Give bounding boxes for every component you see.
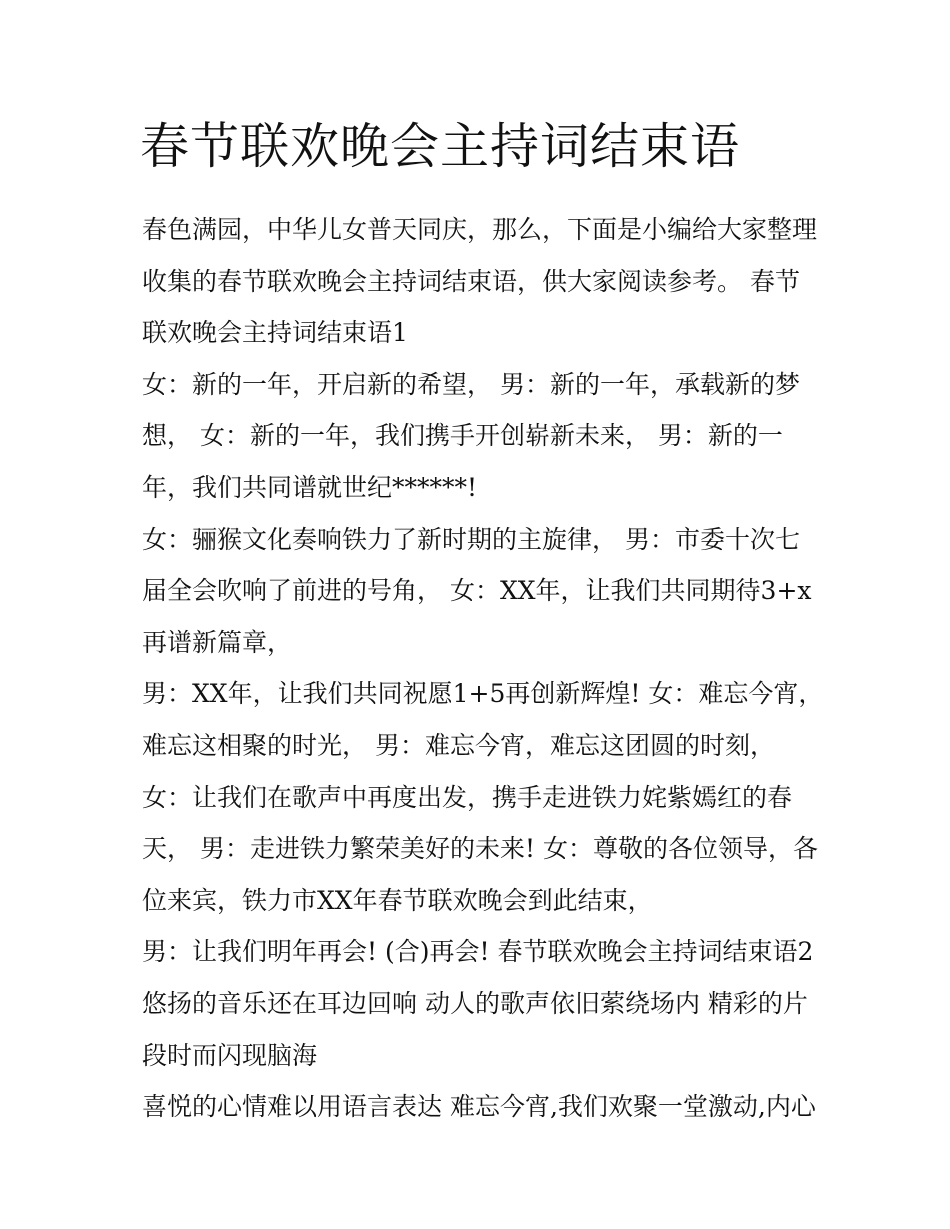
document-body [142, 204, 822, 1133]
text-line: 男：让我们明年再会! (合)再会! 春节联欢晚会主持词结束语2 [142, 937, 814, 967]
text-line: 收集的春节联欢晚会主持词结束语，供大家阅读参考。 春节 [142, 266, 800, 296]
text-line: 悠扬的音乐还在耳边回响 动人的歌声依旧萦绕场内 精彩的片 [142, 988, 808, 1018]
text-line: 届全会吹响了前进的号角， 女：XX年，让我们共同期待3+x [142, 576, 812, 606]
text-line: 联欢晚会主持词结束语1 [142, 318, 408, 348]
text-line: 难忘这相聚的时光， 男：难忘今宵，难忘这团圆的时刻， [142, 730, 775, 760]
text-line: 喜悦的心情难以用语言表达 难忘今宵,我们欢聚一堂激动,内心 [142, 1092, 816, 1122]
document-title: 春节联欢晚会主持词结束语 [140, 118, 741, 175]
text-line: 天， 男：走进铁力繁荣美好的未来! 女：尊敬的各位领导，各 [142, 834, 818, 864]
text-line: 女：让我们在歌声中再度出发，携手走进铁力姹紫嫣红的春 [142, 782, 793, 812]
text-line: 年，我们共同谱就世纪******! [142, 472, 478, 502]
text-line: 位来宾，铁力市XX年春节联欢晚会到此结束， [142, 885, 653, 915]
text-line: 春色满园，中华儿女普天同庆，那么，下面是小编给大家整理 [142, 215, 818, 244]
text-line: 女：骊猴文化奏响铁力了新时期的主旋律， 男：市委十次七 [142, 524, 800, 554]
text-line: 想， 女：新的一年，我们携手开创崭新未来， 男：新的一 [142, 421, 783, 451]
text-line: 女：新的一年，开启新的希望， 男：新的一年，承载新的梦 [142, 369, 800, 399]
text-line: 段时而闪现脑海 [142, 1040, 318, 1070]
text-line: 男：XX年，让我们共同祝愿1+5再创新辉煌! 女：难忘今宵， [142, 679, 824, 709]
text-line: 再谱新篇章， [142, 627, 293, 657]
